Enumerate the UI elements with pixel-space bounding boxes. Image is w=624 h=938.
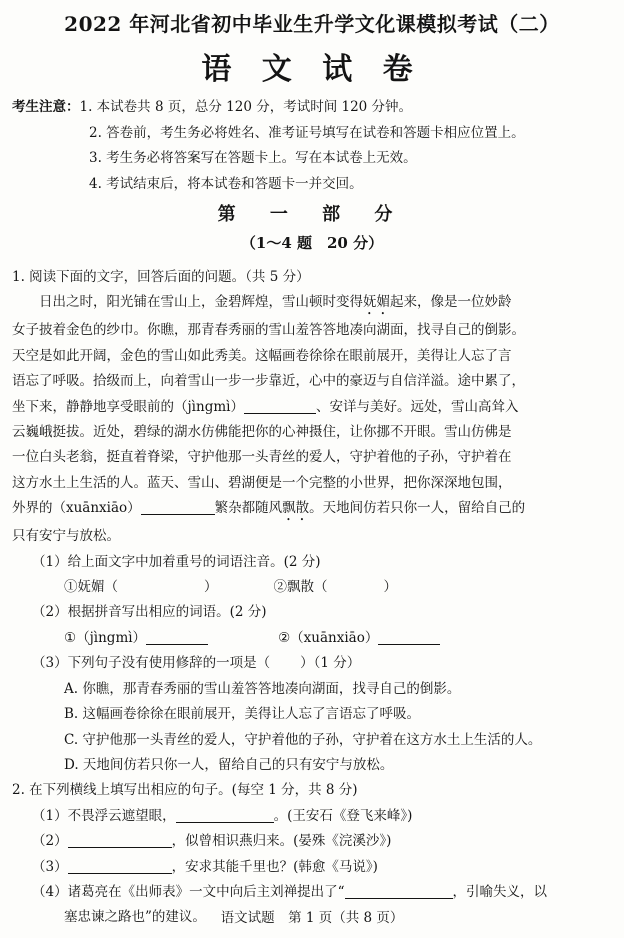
questions xyxy=(12,265,616,931)
emphasized-word: 妩媚 xyxy=(363,294,390,311)
q1-sub1-answers: ①妩媚（ ） ②飘散（ ） xyxy=(64,579,397,596)
passage-line: 日出之时，阳光铺在雪山上，金碧辉煌，雪山顿时变得妩媚起来，像是一位妙龄 xyxy=(39,294,512,311)
q2-item: （2） ，似曾相识燕归来。(晏殊《浣溪沙》) xyxy=(32,833,392,850)
section-range: （1～4 题 20 分） xyxy=(240,234,384,252)
page-footer: 语文试题 第 1 页（共 8 页） xyxy=(220,910,404,926)
option-d: D. 天地间仿若只你一人，留给自己的只有安宁与放松。 xyxy=(64,756,394,773)
q1-sub3-stem: （3）下列句子没有使用修辞的一项是（ ）（1 分） xyxy=(32,655,361,672)
subject-title: 语 文 试 卷 xyxy=(201,52,423,87)
option-c: C. 守护他那一头青丝的爱人，守护着他的子孙，守护着在这方水土上生活的人。 xyxy=(64,731,542,748)
section-title: 第 一 部 分 xyxy=(217,204,407,225)
blank-line[interactable] xyxy=(176,806,274,823)
notice-item: 3. 考生务必将答案写在答题卡上。写在本试卷上无效。 xyxy=(89,150,417,166)
notice-label: 考生注意： xyxy=(12,99,80,115)
passage-line: 天空是如此开阔，金色的雪山如此秀美。这幅画卷徐徐在眼前展开，美得让人忘了言 xyxy=(12,347,512,364)
q2-item: （3） ，安求其能千里也？(韩愈《马说》) xyxy=(32,858,378,875)
passage-line: 外界的（xuānxiāo） 繁杂都随风飘散。天地间仿若只你一人，留给自己的 xyxy=(12,500,526,517)
blank-line[interactable] xyxy=(68,857,172,874)
q2-item: （4）诸葛亮在《出师表》一文中向后主刘禅提出了“ ，引喻失义，以 xyxy=(32,883,547,900)
passage-line: 一位白头老翁，挺直着脊梁，守护他那一头青丝的爱人，守护着他的子孙，守护着在 xyxy=(12,449,512,466)
q2-item-continued: 塞忠谏之路也”的建议。 xyxy=(64,909,206,926)
notice-item: 1. 本试卷共 8 页，总分 120 分，考试时间 120 分钟。 xyxy=(79,99,413,115)
option-a: A. 你瞧，那青春秀丽的雪山羞答答地凑向湖面，找寻自己的倒影。 xyxy=(64,680,461,697)
blank-line[interactable] xyxy=(345,882,453,899)
notice-item: 4. 考试结束后，将本试卷和答题卡一并交回。 xyxy=(89,175,363,192)
q1-stem: 1. 阅读下面的文字，回答后面的问题。（共 5 分） xyxy=(12,269,310,285)
q2-item: （1）不畏浮云遮望眼， 。(王安石《登飞来峰》) xyxy=(32,807,413,824)
passage-line: 女子披着金色的纱巾。你瞧，那青春秀丽的雪山羞答答地凑向湖面，找寻自己的倒影。 xyxy=(12,322,525,339)
blank-line[interactable] xyxy=(141,498,215,515)
blank-line[interactable] xyxy=(68,831,172,848)
exam-title: 2022 年河北省初中毕业生升学文化课模拟考试（二） xyxy=(64,12,560,36)
passage-line: 语忘了呼吸。拾级而上，向着雪山一步一步靠近，心中的豪迈与自信洋溢。途中累了， xyxy=(12,373,525,390)
q1-sub2-stem: （2）根据拼音写出相应的词语。(2 分) xyxy=(32,604,267,621)
passage-line: 这方水土上生活的人。蓝天、雪山、碧湖便是一个完整的小世界，把你深深地包围， xyxy=(12,474,512,491)
passage-line: 只有安宁与放松。 xyxy=(12,528,120,545)
q1-sub1-stem: （1）给上面文字中加着重号的词语注音。(2 分) xyxy=(32,553,321,570)
option-b: B. 这幅画卷徐徐在眼前展开，美得让人忘了言语忘了呼吸。 xyxy=(64,706,421,723)
blank-line[interactable] xyxy=(146,628,208,645)
blank-line[interactable] xyxy=(378,628,440,645)
notice-item: 2. 答卷前，考生务必将姓名、准考证号填写在试卷和答题卡相应位置上。 xyxy=(89,124,525,141)
emphasized-word: 飘散 xyxy=(282,500,310,517)
passage-line: 云巍峨挺拔。近处，碧绿的湖水仿佛能把你的心神摄住，让你挪不开眼。雪山仿佛是 xyxy=(12,424,512,441)
passage-line: 坐下来，静静地享受眼前的（jìngmì） 、安详与美好。远处，雪山高耸入 xyxy=(12,398,519,415)
q2-stem: 2. 在下列横线上填写出相应的句子。(每空 1 分，共 8 分) xyxy=(12,782,358,799)
q1-sub2-answers: ①（jìngmì） ②（xuānxiāo） xyxy=(12,626,616,651)
candidate-notice xyxy=(12,95,525,197)
blank-line[interactable] xyxy=(244,397,316,414)
